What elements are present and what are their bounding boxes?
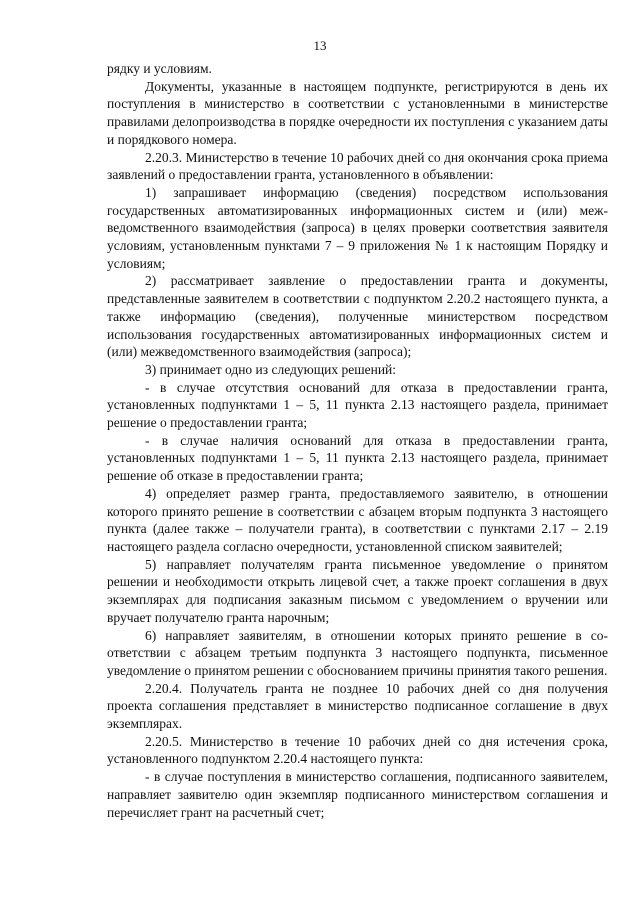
- paragraph-2-20-5-signed: - в случае поступления в министерство соглашения, подписанного заявителем, направляет заявителю один экземпляр подписанного министерством соглашения и перечисляет грант на расчетный счет;: [107, 769, 608, 820]
- paragraph-2-20-3: 2.20.3. Министерство в течение 10 рабочих дней со дня окончания срока приема заявлений о предоставлении гранта, установленного в объявлении:: [107, 149, 608, 183]
- paragraph-item-3: 3) принимает одно из следующих решений:: [145, 361, 397, 377]
- paragraph-item-1: 1) запрашивает информацию (сведения) посредством использования государственных автоматизированных информационных систем и (или) межведомственного взаимодействия (запроса) в целях проверки соответствия заявителя условиям, установленным пунктами 7 – 9 приложения № 1 к настоящим Порядку и условиям;: [107, 184, 608, 271]
- paragraph-2-20-4: 2.20.4. Получатель гранта не позднее 10 рабочих дней со дня получения проекта соглашения представляет в министерство подписанное соглашение в двух экземплярах.: [107, 680, 608, 732]
- paragraph-documents-registration: Документы, указанные в настоящем подпункте, регистрируются в день их поступления в министерство в соответствии с установленными в министерстве правилами делопроизводства в порядке очередности их поступления с указанием даты и порядкового номера.: [107, 78, 608, 147]
- page-number: 13: [313, 38, 327, 53]
- paragraph-item-3-refusal: - в случае наличия оснований для отказа в предоставлении гранта, установленных подпунктами 1 – 5, 11 пункта 2.13 настоящего раздела, принимает решение об отказе в предоставлении гранта;: [107, 432, 608, 484]
- paragraph-continuation: рядку и условиям.: [107, 61, 212, 76]
- document-body: [107, 60, 608, 821]
- paragraph-item-6: 6) направляет заявителям, в отношении которых принято решение в соответствии с абзацем третьим подпункта 3 настоящего подпункта, письменное уведомление о принятом решении с обоснованием причины принятия такого решения.: [107, 627, 608, 678]
- paragraph-2-20-5: 2.20.5. Министерство в течение 10 рабочих дней со дня истечения срока, установленного подпунктом 2.20.4 настоящего пункта:: [107, 733, 608, 767]
- paragraph-item-5: 5) направляет получателям гранта письменное уведомление о принятом решении и необходимости открыть лицевой счет, а также проект соглашения в двух экземплярах для подписания заказным письмом с уведомлением о вручении или вручает получателю гранта нарочным;: [107, 556, 608, 625]
- paragraph-item-4: 4) определяет размер гранта, предоставляемого заявителю, в отношении которого принято решение в соответствии с абзацем вторым подпункта 3 настоящего пункта (далее также – получатели гранта), в соответствии с пунктами 2.17 – 2.19 настоящего раздела согласно очередности, установленной списком заявителей;: [107, 485, 608, 554]
- paragraph-item-3-grant: - в случае отсутствия оснований для отказа в предоставлении гранта, установленных подпунктами 1 – 5, 11 пункта 2.13 настоящего раздела, принимает решение о предоставлении гранта;: [107, 379, 608, 431]
- paragraph-item-2: 2) рассматривает заявление о предоставлении гранта и документы, представленные заявителем в соответствии с подпунктом 2.20.2 настоящего пункта, а также информацию (сведения), полученные министерством посредством использования государственных автоматизированных информационных систем и (или) межведомственного взаимодействия (запроса);: [107, 273, 608, 360]
